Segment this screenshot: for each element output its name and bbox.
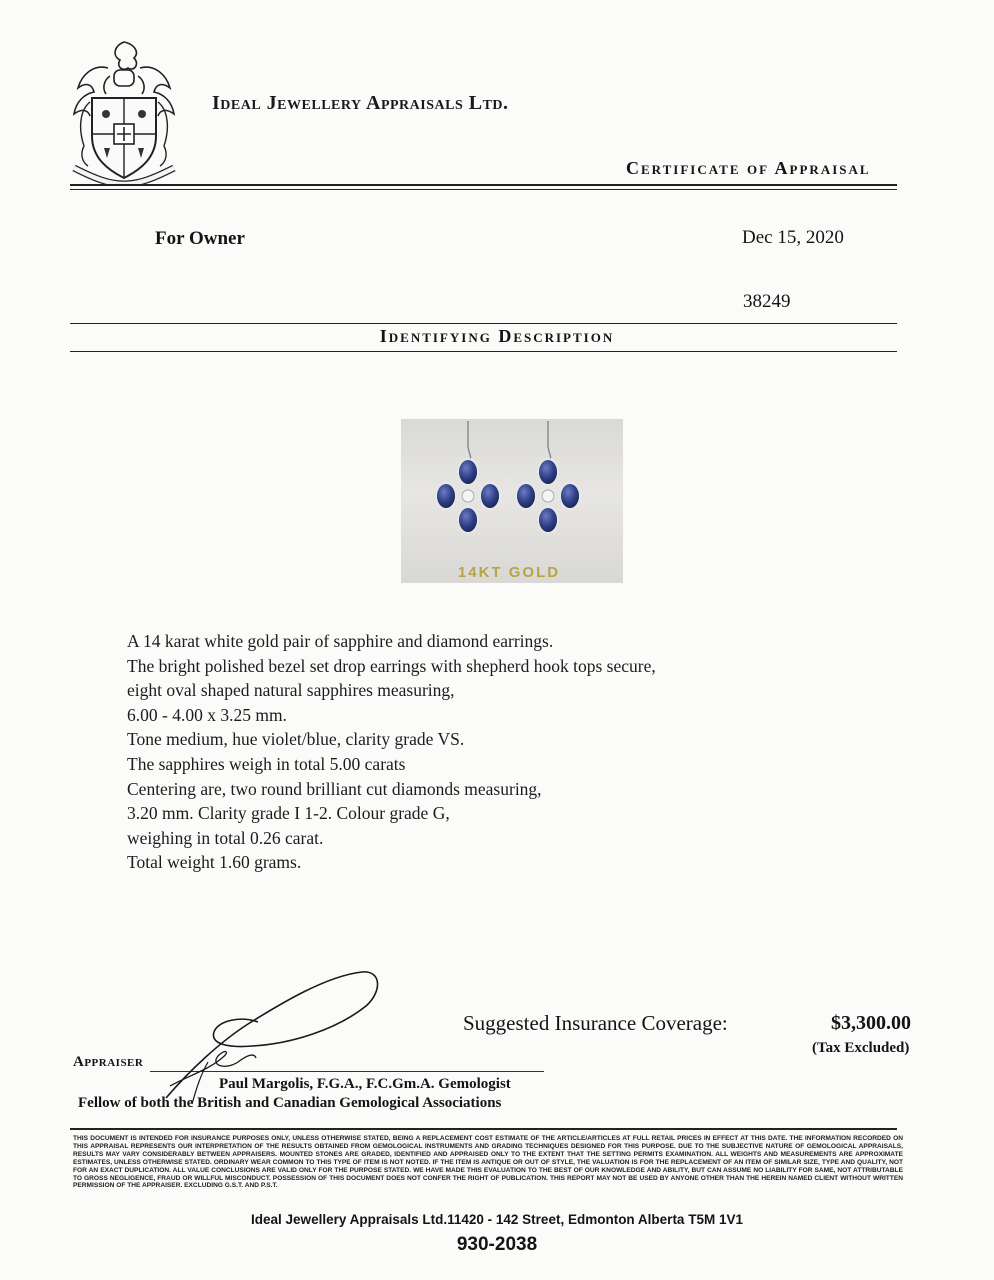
item-description <box>127 629 656 875</box>
appraiser-label: Appraiser <box>73 1054 144 1070</box>
description-line: 3.20 mm. Clarity grade I 1-2. Colour grade G, <box>127 803 450 824</box>
disclaimer-text: THIS DOCUMENT IS INTENDED FOR INSURANCE PURPOSES ONLY, UNLESS OTHERWISE STATED, BEING A REPLACEMENT COST ESTIMATE OF THE ARTICLE/ARTICLES AT FULL RETAIL PRICES IN EFFECT AT THIS DATE. THE INFORMATION RECORDED ON THIS APPRAISAL REPRESENTS OUR INTERPRETATION OF THE RESULTS OBTAINED FROM GEMOLOGICAL INSTRUMENTS AND GRADING TECHNIQUES DESIGNED FOR THIS PURPOSE. DUE TO THE SUBJECTIVE NATURE OF GEMOLOGICAL APPRAISALS, RESULTS MAY VARY CONSIDERABLY BETWEEN APPRAISERS. MOUNTED STONES ARE GRADED, IDENTIFIED AND APPRAISED ONLY TO THE EXTENT THAT THE SETTING PERMITS EXAMINATION. ALL WEIGHTS AND MEASUREMENTS ARE APPROXIMATE ESTIMATES, UNLESS OTHERWISE STATED. ORDINARY WEAR COMMON TO THIS TYPE OF ITEM IS NOT NOTED. IF THE ITEM IS ANTIQUE OR OUT OF STYLE, THE VALUATION IS FOR THE REPLACEMENT OF AN ITEM OF SIMILAR SIZE, TYPE AND QUALITY, NOT FOR AN EXACT DUPLICATION. ALL VALUE CONCLUSIONS ARE VALID ONLY FOR THE PURPOSE STATED. WE HAVE MADE THIS EVALUATION TO THE BEST OF OUR KNOWLEDGE AND ABILITY, BUT CAN ASSUME NO LIABILITY FOR SAME, NOT ATTRIBUTABLE TO GROSS NEGLIGENCE, FRAUD OR WILLFUL MISCONDUCT. POSSESSION OF THIS DOCUMENT DOES NOT CONFER THE RIGHT OF PUBLICATION. THIS REPORT MAY NOT BE USED BY ANYONE OTHER THAN THE HEREIN NAMED CLIENT WITHOUT WRITTEN PERMISSION OF THE APPRAISER. EXCLUDING G.S.T. AND P.S.T. <box>73 1135 903 1190</box>
left-earring <box>436 421 500 533</box>
footer-phone: 930-2038 <box>456 1234 538 1255</box>
earrings-illustration <box>401 419 623 583</box>
tax-note: (Tax Excluded) <box>812 1040 910 1056</box>
appraisal-date: Dec 15, 2020 <box>742 227 844 248</box>
description-line: eight oval shaped natural sapphires measuring, <box>127 680 455 701</box>
insurance-label: Suggested Insurance Coverage: <box>463 1011 728 1035</box>
description-line: Total weight 1.60 grams. <box>127 852 302 873</box>
description-line: Centering are, two round brilliant cut diamonds measuring, <box>127 778 542 799</box>
description-line: Tone medium, hue violet/blue, clarity grade VS. <box>127 729 465 750</box>
footer-address: Ideal Jewellery Appraisals Ltd.11420 - 142 Street, Edmonton Alberta T5M 1V1 <box>251 1212 743 1227</box>
description-line: The bright polished bezel set drop earrings with shepherd hook tops secure, <box>127 655 656 676</box>
earrings-photo <box>401 419 623 583</box>
header-rule <box>70 184 897 190</box>
section-rule-bottom <box>70 351 897 352</box>
owner-label: For Owner <box>155 228 245 249</box>
section-rule-top <box>70 323 897 324</box>
handwritten-signature <box>130 966 390 1106</box>
company-name: Ideal Jewellery Appraisals Ltd. <box>212 92 509 114</box>
description-line: A 14 karat white gold pair of sapphire and diamond earrings. <box>127 631 554 651</box>
footer-rule <box>70 1128 897 1130</box>
appraiser-name: Paul Margolis, F.G.A., F.C.Gm.A. Gemologist <box>219 1076 511 1092</box>
section-title: Identifying Description <box>379 326 615 346</box>
insurance-value: $3,300.00 <box>831 1012 911 1034</box>
reference-number: 38249 <box>743 291 791 312</box>
description-line: The sapphires weigh in total 5.00 carats <box>127 753 406 774</box>
certificate-title: Certificate of Appraisal <box>626 158 871 178</box>
description-line: weighing in total 0.26 carat. <box>127 827 324 848</box>
photo-caption: 14KT GOLD <box>457 564 561 581</box>
description-line: 6.00 - 4.00 x 3.25 mm. <box>127 704 287 725</box>
appraiser-credentials: Fellow of both the British and Canadian Gemological Associations <box>78 1095 502 1111</box>
company-crest-logo <box>64 36 184 186</box>
right-earring <box>516 421 580 533</box>
